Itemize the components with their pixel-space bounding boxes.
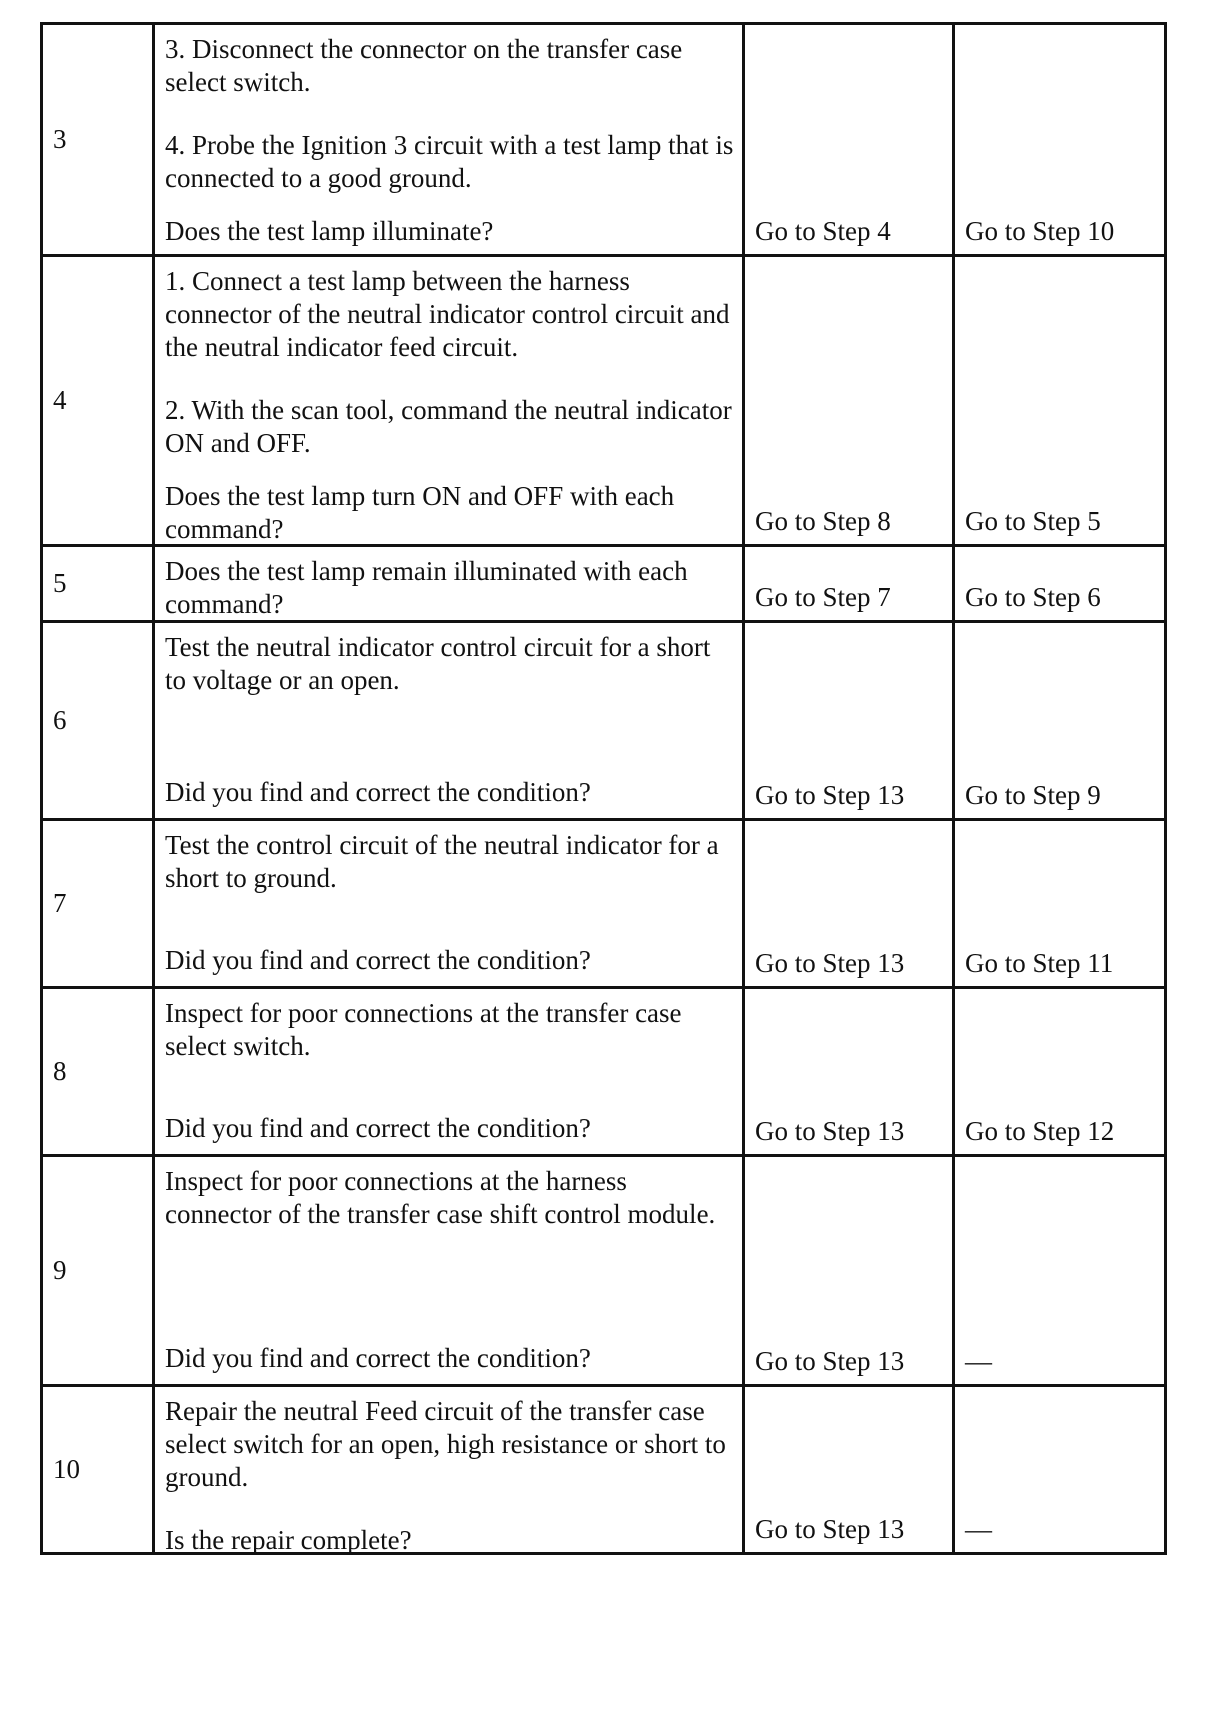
step-number: 8 (42, 988, 154, 1156)
action-paragraph: 1. Connect a test lamp between the harness connector of the neutral indicator control circuit and the neutral indicator feed circuit. (165, 266, 730, 362)
yes-result (744, 1156, 954, 1386)
action-cell (154, 1156, 744, 1386)
step-number: 6 (42, 622, 154, 820)
yes-result (744, 24, 954, 256)
table-row (42, 988, 1166, 1156)
action-cell (154, 1386, 744, 1554)
yes-goto: Go to Step 13 (755, 780, 905, 810)
action-cell (154, 546, 744, 622)
question-text: Is the repair complete? (165, 1525, 412, 1555)
no-result (954, 1386, 1166, 1554)
yes-result (744, 256, 954, 546)
action-cell (154, 820, 744, 988)
table-row (42, 622, 1166, 820)
no-result (954, 256, 1166, 546)
action-cell (154, 622, 744, 820)
step-number: 4 (42, 256, 154, 546)
yes-goto: Go to Step 7 (755, 582, 891, 612)
action-paragraph: 2. With the scan tool, command the neutral indicator ON and OFF. (165, 395, 732, 458)
no-goto: Go to Step 9 (965, 780, 1101, 810)
action-paragraph: Test the neutral indicator control circuit for a short to voltage or an open. (165, 632, 711, 695)
action-cell (154, 24, 744, 256)
table-row (42, 820, 1166, 988)
no-goto: — (965, 1514, 992, 1544)
question-text: Did you find and correct the condition? (165, 777, 591, 807)
table-row (42, 1386, 1166, 1554)
table-row (42, 1156, 1166, 1386)
question-text: Does the test lamp remain illuminated with each command? (165, 556, 688, 619)
action-paragraph: 3. Disconnect the connector on the transfer case select switch. (165, 34, 683, 97)
no-goto: Go to Step 11 (965, 948, 1114, 978)
question-text: Does the test lamp turn ON and OFF with each command? (165, 481, 675, 544)
question-text: Does the test lamp illuminate? (165, 216, 494, 246)
question-text: Did you find and correct the condition? (165, 1113, 591, 1143)
table-row (42, 546, 1166, 622)
no-result (954, 622, 1166, 820)
action-paragraph: 4. Probe the Ignition 3 circuit with a test lamp that is connected to a good ground. (165, 130, 734, 193)
yes-goto: Go to Step 8 (755, 506, 891, 536)
table-row (42, 24, 1166, 256)
no-goto: — (965, 1346, 992, 1376)
no-result (954, 24, 1166, 256)
yes-goto: Go to Step 4 (755, 216, 891, 246)
question-text: Did you find and correct the condition? (165, 1343, 591, 1373)
yes-result (744, 988, 954, 1156)
diagnostic-table (40, 22, 1167, 1555)
no-goto: Go to Step 10 (965, 216, 1115, 246)
step-number: 3 (42, 24, 154, 256)
action-paragraph: Repair the neutral Feed circuit of the transfer case select switch for an open, high resistance or short to ground. (165, 1396, 726, 1492)
no-goto: Go to Step 12 (965, 1116, 1115, 1146)
step-number: 5 (42, 546, 154, 622)
no-goto: Go to Step 6 (965, 582, 1101, 612)
table-row (42, 256, 1166, 546)
question-text: Did you find and correct the condition? (165, 945, 591, 975)
yes-goto: Go to Step 13 (755, 1116, 905, 1146)
action-paragraph: Inspect for poor connections at the harness connector of the transfer case shift control module. (165, 1166, 716, 1229)
step-number: 10 (42, 1386, 154, 1554)
no-result (954, 988, 1166, 1156)
action-paragraph: Test the control circuit of the neutral indicator for a short to ground. (165, 830, 719, 893)
yes-goto: Go to Step 13 (755, 948, 905, 978)
action-cell (154, 988, 744, 1156)
yes-result (744, 546, 954, 622)
yes-goto: Go to Step 13 (755, 1346, 905, 1376)
yes-result (744, 1386, 954, 1554)
no-result (954, 820, 1166, 988)
yes-result (744, 622, 954, 820)
yes-goto: Go to Step 13 (755, 1514, 905, 1544)
no-result (954, 1156, 1166, 1386)
action-paragraph: Inspect for poor connections at the transfer case select switch. (165, 998, 682, 1061)
no-result (954, 546, 1166, 622)
no-goto: Go to Step 5 (965, 506, 1101, 536)
action-cell (154, 256, 744, 546)
step-number: 9 (42, 1156, 154, 1386)
diagnostic-page (40, 22, 1164, 1555)
step-number: 7 (42, 820, 154, 988)
yes-result (744, 820, 954, 988)
